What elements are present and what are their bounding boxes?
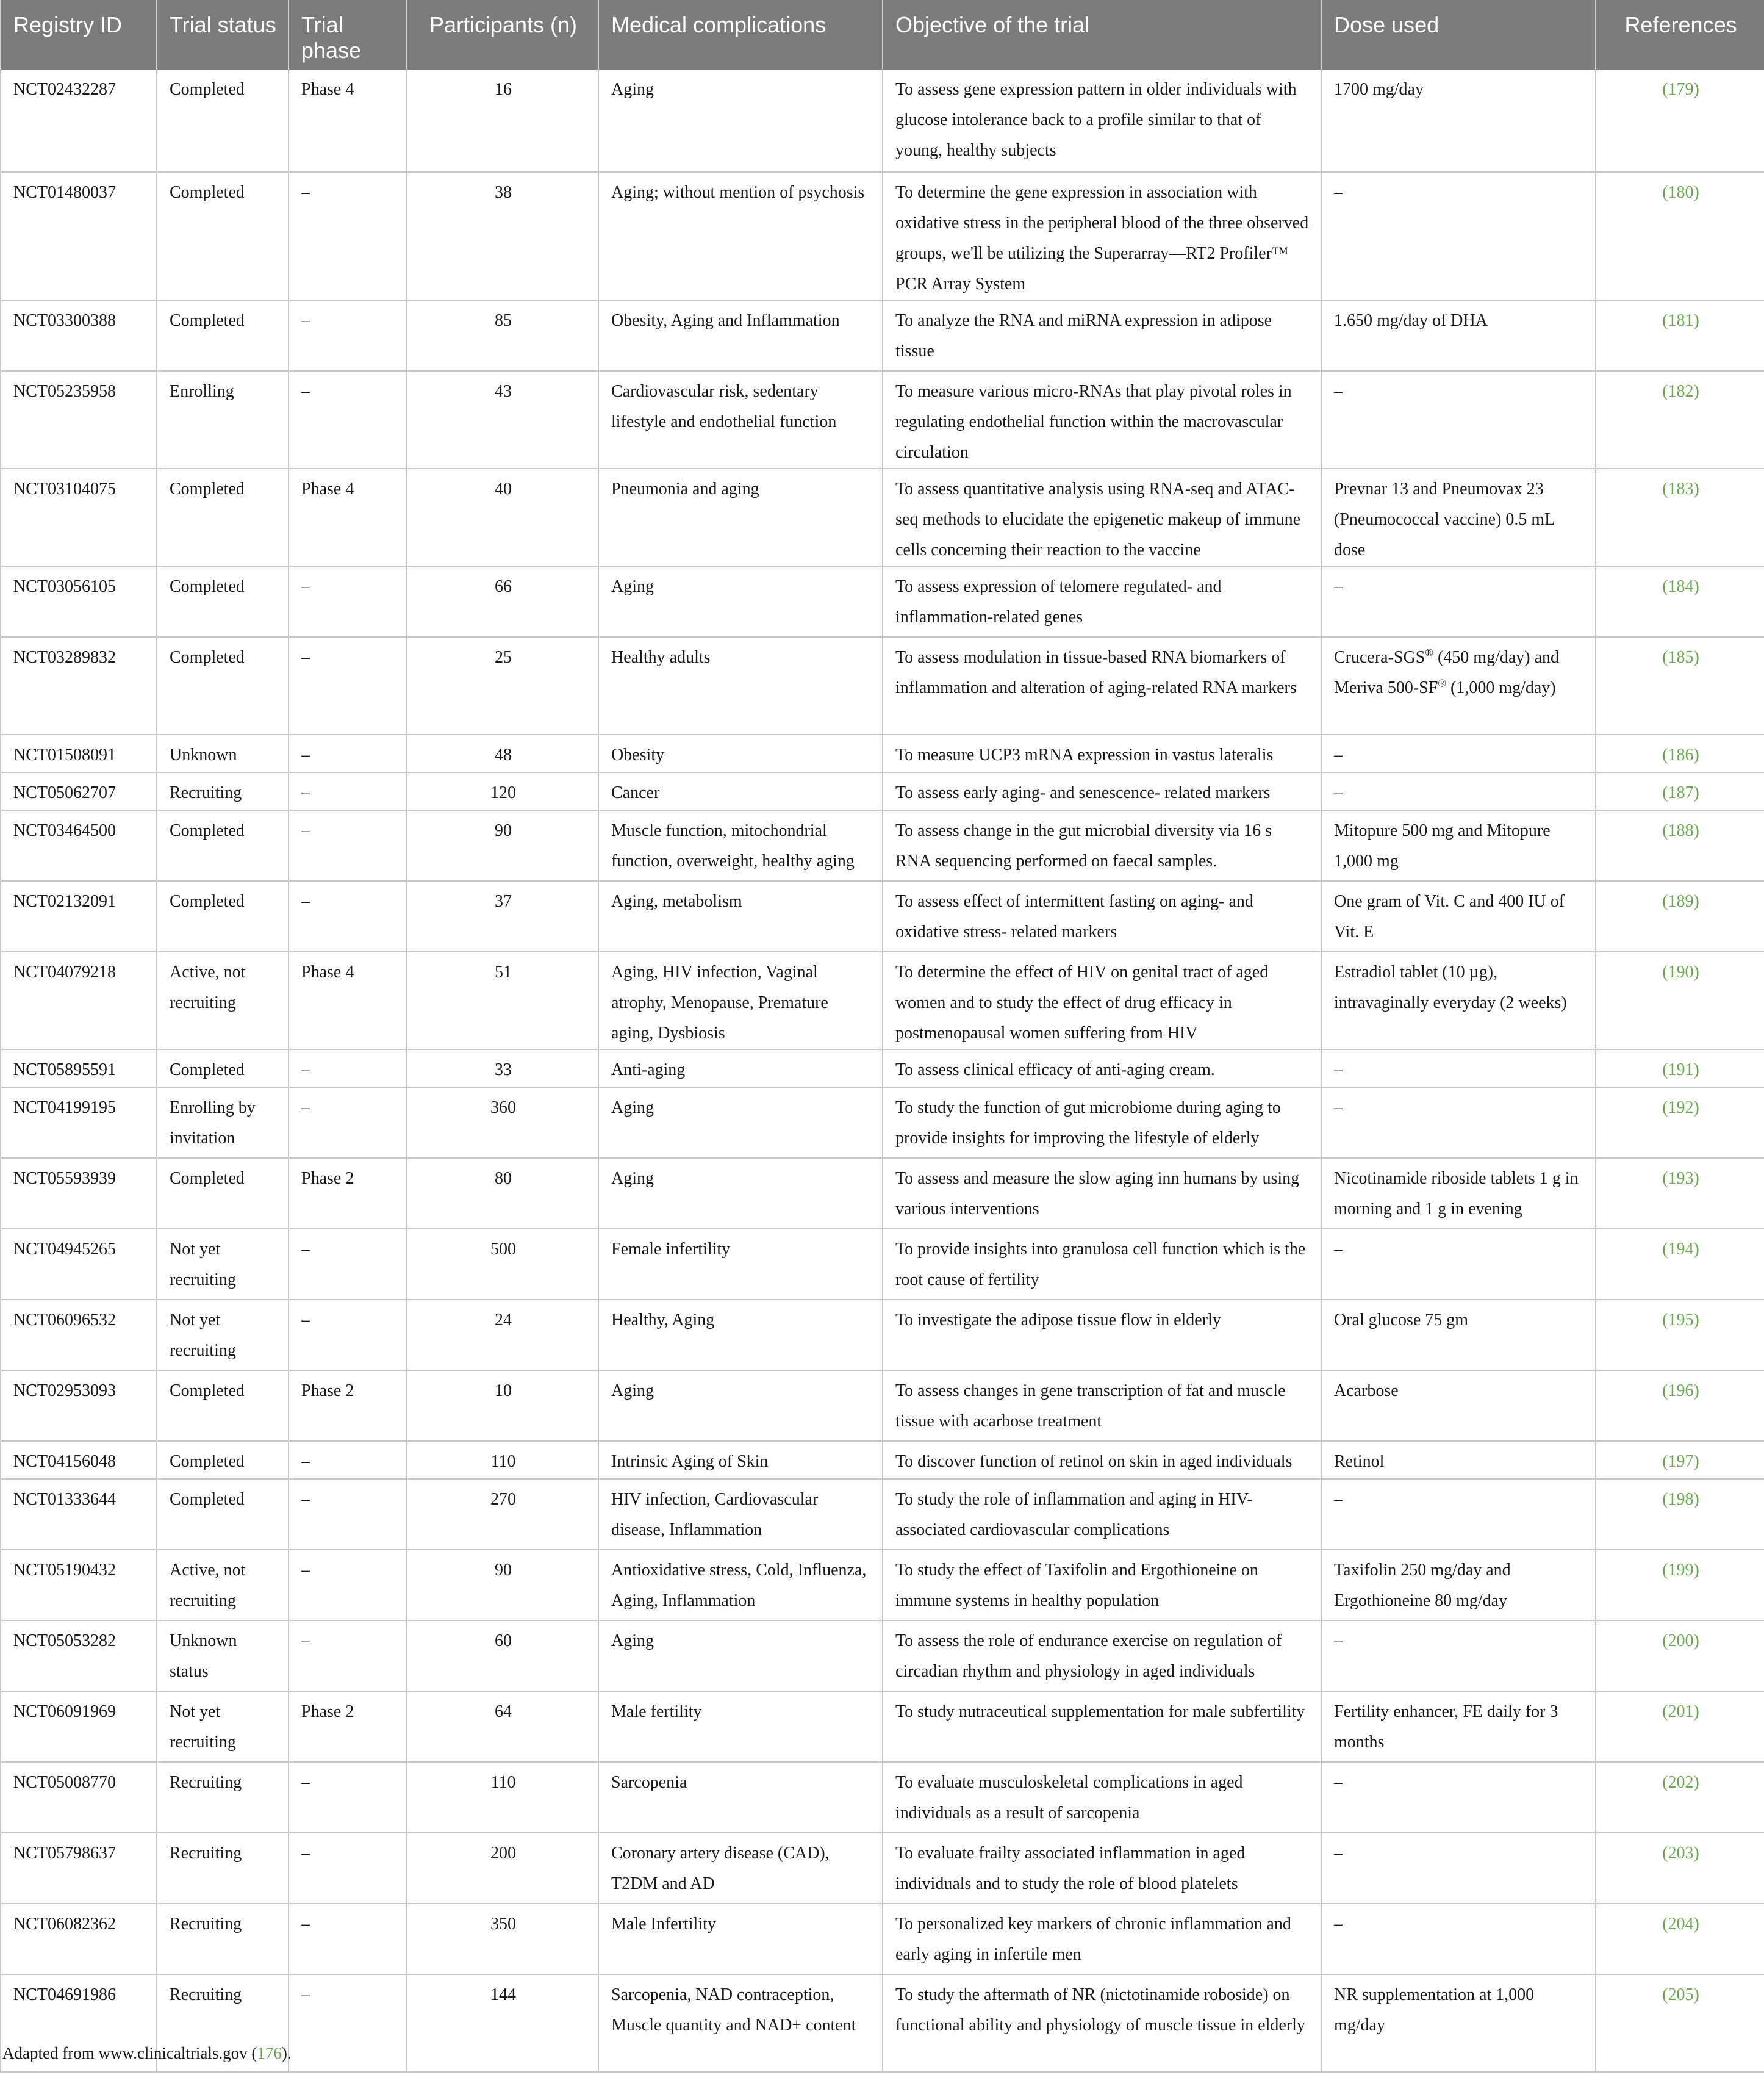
- dose-cell: –: [1321, 1762, 1596, 1833]
- header-trial-status: Trial status: [157, 0, 289, 70]
- reference-cell[interactable]: (191): [1596, 1049, 1764, 1087]
- trial-phase-cell: –: [289, 371, 407, 469]
- objective-cell: To study the role of inflammation and aging in HIV-associated cardiovascular complications: [883, 1479, 1321, 1550]
- registry-id-cell: NCT05235958: [1, 371, 157, 469]
- header-objective: Objective of the trial: [883, 0, 1321, 70]
- table-row: [1, 1300, 1764, 1370]
- dose-cell: –: [1321, 371, 1596, 469]
- table-row: [1, 1087, 1764, 1158]
- dose-cell: –: [1321, 1904, 1596, 1974]
- medical-complications-cell: Coronary artery disease (CAD), T2DM and AD: [598, 1833, 883, 1904]
- objective-cell: To assess change in the gut microbial diversity via 16 s RNA sequencing performed on faecal samples.: [883, 810, 1321, 881]
- dose-cell: –: [1321, 1833, 1596, 1904]
- objective-cell: To measure UCP3 mRNA expression in vastus lateralis: [883, 735, 1321, 772]
- footnote-citation-link[interactable]: 176: [257, 2044, 282, 2062]
- participants-cell: 270: [407, 1479, 598, 1550]
- participants-cell: 16: [407, 70, 598, 172]
- participants-cell: 120: [407, 772, 598, 810]
- trial-phase-cell: –: [289, 1550, 407, 1620]
- medical-complications-cell: Aging; without mention of psychosis: [598, 172, 883, 300]
- participants-cell: 85: [407, 300, 598, 371]
- trial-phase-cell: Phase 4: [289, 469, 407, 566]
- table-row: [1, 469, 1764, 566]
- reference-cell[interactable]: (204): [1596, 1904, 1764, 1974]
- registry-id-cell: NCT03056105: [1, 566, 157, 637]
- trial-phase-cell: –: [289, 1479, 407, 1550]
- trial-status-cell: Completed: [157, 1479, 289, 1550]
- objective-cell: To analyze the RNA and miRNA expression in adipose tissue: [883, 300, 1321, 371]
- table-row: [1, 371, 1764, 469]
- reference-cell[interactable]: (185): [1596, 637, 1764, 735]
- trial-status-cell: Recruiting: [157, 1904, 289, 1974]
- trial-status-cell: Enrolling: [157, 371, 289, 469]
- participants-cell: 350: [407, 1904, 598, 1974]
- trial-status-cell: Completed: [157, 1158, 289, 1229]
- objective-cell: To determine the gene expression in association with oxidative stress in the peripheral blood of the three observed groups, we'll be utilizing the Superarray—RT2 Profiler™ PCR Array System: [883, 172, 1321, 300]
- table-row: [1, 1158, 1764, 1229]
- reference-cell[interactable]: (183): [1596, 469, 1764, 566]
- trial-status-cell: Unknown: [157, 735, 289, 772]
- objective-cell: To study the function of gut microbiome during aging to provide insights for improving the lifestyle of elderly: [883, 1087, 1321, 1158]
- medical-complications-cell: Cancer: [598, 772, 883, 810]
- trial-status-cell: Recruiting: [157, 772, 289, 810]
- objective-cell: To assess changes in gene transcription of fat and muscle tissue with acarbose treatment: [883, 1370, 1321, 1441]
- reference-cell[interactable]: (189): [1596, 881, 1764, 952]
- participants-cell: 60: [407, 1620, 598, 1691]
- registry-id-cell: NCT05062707: [1, 772, 157, 810]
- header-participants: Participants (n): [407, 0, 598, 70]
- dose-cell: 1700 mg/day: [1321, 70, 1596, 172]
- medical-complications-cell: Aging: [598, 1370, 883, 1441]
- registry-id-cell: NCT04156048: [1, 1441, 157, 1479]
- registry-id-cell: NCT04199195: [1, 1087, 157, 1158]
- header-row: [1, 0, 1764, 70]
- header-medical-complications: Medical complications: [598, 0, 883, 70]
- trial-status-cell: Enrolling by invitation: [157, 1087, 289, 1158]
- objective-cell: To study the aftermath of NR (nictotinamide roboside) on functional ability and physiology of muscle tissue in elderly: [883, 1974, 1321, 2072]
- medical-complications-cell: HIV infection, Cardiovascular disease, Inflammation: [598, 1479, 883, 1550]
- objective-cell: To discover function of retinol on skin in aged individuals: [883, 1441, 1321, 1479]
- trial-phase-cell: –: [289, 566, 407, 637]
- medical-complications-cell: Aging: [598, 566, 883, 637]
- participants-cell: 144: [407, 1974, 598, 2072]
- registry-id-cell: NCT05593939: [1, 1158, 157, 1229]
- reference-cell[interactable]: (205): [1596, 1974, 1764, 2072]
- dose-cell: Acarbose: [1321, 1370, 1596, 1441]
- participants-cell: 110: [407, 1441, 598, 1479]
- objective-cell: To assess early aging- and senescence- related markers: [883, 772, 1321, 810]
- trial-phase-cell: Phase 2: [289, 1158, 407, 1229]
- dose-cell: –: [1321, 772, 1596, 810]
- dose-cell: –: [1321, 1620, 1596, 1691]
- trial-phase-cell: Phase 2: [289, 1691, 407, 1762]
- trial-phase-cell: –: [289, 1904, 407, 1974]
- trial-status-cell: Completed: [157, 1441, 289, 1479]
- trial-status-cell: Completed: [157, 810, 289, 881]
- medical-complications-cell: Sarcopenia: [598, 1762, 883, 1833]
- objective-cell: To assess clinical efficacy of anti-aging cream.: [883, 1049, 1321, 1087]
- table-row: [1, 1550, 1764, 1620]
- table-row: [1, 1620, 1764, 1691]
- dose-cell: –: [1321, 1087, 1596, 1158]
- trial-status-cell: Not yet recruiting: [157, 1300, 289, 1370]
- participants-cell: 500: [407, 1229, 598, 1300]
- trial-status-cell: Completed: [157, 1370, 289, 1441]
- trial-status-cell: Completed: [157, 881, 289, 952]
- registry-id-cell: NCT05798637: [1, 1833, 157, 1904]
- trial-phase-cell: –: [289, 1620, 407, 1691]
- participants-cell: 110: [407, 1762, 598, 1833]
- reference-cell[interactable]: (202): [1596, 1762, 1764, 1833]
- table-footnote: [2, 2044, 292, 2063]
- participants-cell: 360: [407, 1087, 598, 1158]
- medical-complications-cell: Obesity: [598, 735, 883, 772]
- participants-cell: 64: [407, 1691, 598, 1762]
- registry-id-cell: NCT05053282: [1, 1620, 157, 1691]
- trial-status-cell: Unknown status: [157, 1620, 289, 1691]
- medical-complications-cell: Antioxidative stress, Cold, Influenza, Aging, Inflammation: [598, 1550, 883, 1620]
- table-row: [1, 172, 1764, 300]
- medical-complications-cell: Aging, HIV infection, Vaginal atrophy, Menopause, Premature aging, Dysbiosis: [598, 952, 883, 1049]
- reference-cell[interactable]: (198): [1596, 1479, 1764, 1550]
- trial-status-cell: Completed: [157, 172, 289, 300]
- registry-id-cell: NCT05895591: [1, 1049, 157, 1087]
- objective-cell: To evaluate musculoskeletal complications in aged individuals as a result of sarcopenia: [883, 1762, 1321, 1833]
- reference-cell[interactable]: (192): [1596, 1087, 1764, 1158]
- medical-complications-cell: Intrinsic Aging of Skin: [598, 1441, 883, 1479]
- objective-cell: To determine the effect of HIV on genital tract of aged women and to study the effect of drug efficacy in postmenopausal women suffering from HIV: [883, 952, 1321, 1049]
- dose-cell: –: [1321, 566, 1596, 637]
- table-row: [1, 566, 1764, 637]
- trial-phase-cell: –: [289, 637, 407, 735]
- table-row: [1, 952, 1764, 1049]
- registry-id-cell: NCT06091969: [1, 1691, 157, 1762]
- trial-phase-cell: –: [289, 810, 407, 881]
- trial-status-cell: Completed: [157, 637, 289, 735]
- dose-cell: One gram of Vit. C and 400 IU of Vit. E: [1321, 881, 1596, 952]
- objective-cell: To personalized key markers of chronic inflammation and early aging in infertile men: [883, 1904, 1321, 1974]
- trial-phase-cell: Phase 4: [289, 952, 407, 1049]
- reference-cell[interactable]: (180): [1596, 172, 1764, 300]
- dose-cell: Taxifolin 250 mg/day and Ergothioneine 80 mg/day: [1321, 1550, 1596, 1620]
- trial-phase-cell: –: [289, 1974, 407, 2072]
- objective-cell: To assess modulation in tissue-based RNA biomarkers of inflammation and alteration of aging-related RNA markers: [883, 637, 1321, 735]
- registry-id-cell: NCT02132091: [1, 881, 157, 952]
- table-row: [1, 1370, 1764, 1441]
- dose-cell: Oral glucose 75 gm: [1321, 1300, 1596, 1370]
- reference-cell[interactable]: (200): [1596, 1620, 1764, 1691]
- trial-phase-cell: –: [289, 735, 407, 772]
- dose-cell: Prevnar 13 and Pneumovax 23 (Pneumococcal vaccine) 0.5 mL dose: [1321, 469, 1596, 566]
- trial-phase-cell: –: [289, 772, 407, 810]
- dose-cell: NR supplementation at 1,000 mg/day: [1321, 1974, 1596, 2072]
- trial-status-cell: Not yet recruiting: [157, 1691, 289, 1762]
- dose-cell: Retinol: [1321, 1441, 1596, 1479]
- reference-cell[interactable]: (196): [1596, 1370, 1764, 1441]
- participants-cell: 25: [407, 637, 598, 735]
- reference-cell[interactable]: (199): [1596, 1550, 1764, 1620]
- trial-phase-cell: –: [289, 1087, 407, 1158]
- trial-status-cell: Completed: [157, 1049, 289, 1087]
- objective-cell: To assess and measure the slow aging inn humans by using various interventions: [883, 1158, 1321, 1229]
- trial-phase-cell: Phase 4: [289, 70, 407, 172]
- medical-complications-cell: Aging: [598, 1620, 883, 1691]
- registry-id-cell: NCT06096532: [1, 1300, 157, 1370]
- reference-cell[interactable]: (201): [1596, 1691, 1764, 1762]
- table-row: [1, 1833, 1764, 1904]
- registry-id-cell: NCT04691986: [1, 1974, 157, 2072]
- reference-cell[interactable]: (184): [1596, 566, 1764, 637]
- registry-id-cell: NCT04079218: [1, 952, 157, 1049]
- participants-cell: 200: [407, 1833, 598, 1904]
- dose-cell: –: [1321, 172, 1596, 300]
- registry-id-cell: NCT03289832: [1, 637, 157, 735]
- table-row: [1, 735, 1764, 772]
- trial-phase-cell: –: [289, 1833, 407, 1904]
- registry-id-cell: NCT01480037: [1, 172, 157, 300]
- table-row: [1, 300, 1764, 371]
- table-row: [1, 1691, 1764, 1762]
- medical-complications-cell: Pneumonia and aging: [598, 469, 883, 566]
- dose-cell: Fertility enhancer, FE daily for 3 months: [1321, 1691, 1596, 1762]
- trial-status-cell: Active, not recruiting: [157, 1550, 289, 1620]
- table-row: [1, 1441, 1764, 1479]
- medical-complications-cell: Aging: [598, 70, 883, 172]
- footnote-close: ).: [281, 2044, 292, 2062]
- table-row: [1, 1049, 1764, 1087]
- participants-cell: 38: [407, 172, 598, 300]
- participants-cell: 24: [407, 1300, 598, 1370]
- trial-status-cell: Completed: [157, 566, 289, 637]
- reference-cell[interactable]: (187): [1596, 772, 1764, 810]
- trial-status-cell: Completed: [157, 70, 289, 172]
- medical-complications-cell: Muscle function, mitochondrial function, overweight, healthy aging: [598, 810, 883, 881]
- table-row: [1, 637, 1764, 735]
- medical-complications-cell: Male Infertility: [598, 1904, 883, 1974]
- dose-cell: –: [1321, 1229, 1596, 1300]
- participants-cell: 48: [407, 735, 598, 772]
- participants-cell: 90: [407, 810, 598, 881]
- footnote-text: Adapted from www.clinicaltrials.gov (: [2, 2044, 257, 2062]
- header-references: References: [1596, 0, 1764, 70]
- reference-cell[interactable]: (194): [1596, 1229, 1764, 1300]
- table-row: [1, 810, 1764, 881]
- participants-cell: 51: [407, 952, 598, 1049]
- dose-cell: –: [1321, 1049, 1596, 1087]
- participants-cell: 37: [407, 881, 598, 952]
- registry-id-cell: NCT02953093: [1, 1370, 157, 1441]
- medical-complications-cell: Anti-aging: [598, 1049, 883, 1087]
- participants-cell: 10: [407, 1370, 598, 1441]
- medical-complications-cell: Healthy adults: [598, 637, 883, 735]
- registry-id-cell: NCT06082362: [1, 1904, 157, 1974]
- objective-cell: To investigate the adipose tissue flow in elderly: [883, 1300, 1321, 1370]
- dose-cell: 1.650 mg/day of DHA: [1321, 300, 1596, 371]
- reference-cell[interactable]: (188): [1596, 810, 1764, 881]
- objective-cell: To assess effect of intermittent fasting on aging- and oxidative stress- related markers: [883, 881, 1321, 952]
- header-registry-id: Registry ID: [1, 0, 157, 70]
- trial-status-cell: Recruiting: [157, 1762, 289, 1833]
- reference-cell[interactable]: (203): [1596, 1833, 1764, 1904]
- reference-cell[interactable]: (179): [1596, 70, 1764, 172]
- dose-cell: Nicotinamide riboside tablets 1 g in morning and 1 g in evening: [1321, 1158, 1596, 1229]
- registry-id-cell: NCT03464500: [1, 810, 157, 881]
- table-row: [1, 772, 1764, 810]
- objective-cell: To provide insights into granulosa cell function which is the root cause of fertility: [883, 1229, 1321, 1300]
- trial-phase-cell: –: [289, 1229, 407, 1300]
- trial-phase-cell: –: [289, 1049, 407, 1087]
- participants-cell: 43: [407, 371, 598, 469]
- trial-status-cell: Completed: [157, 300, 289, 371]
- table-row: [1, 1479, 1764, 1550]
- medical-complications-cell: Sarcopenia, NAD contraception, Muscle quantity and NAD+ content: [598, 1974, 883, 2072]
- registry-id-cell: NCT01508091: [1, 735, 157, 772]
- reference-cell[interactable]: (181): [1596, 300, 1764, 371]
- trial-status-cell: Recruiting: [157, 1833, 289, 1904]
- registry-id-cell: NCT01333644: [1, 1479, 157, 1550]
- trial-phase-cell: –: [289, 881, 407, 952]
- reference-cell[interactable]: (186): [1596, 735, 1764, 772]
- dose-cell: Crucera-SGS® (450 mg/day) and Meriva 500-SF® (1,000 mg/day): [1321, 637, 1596, 735]
- participants-cell: 90: [407, 1550, 598, 1620]
- registry-id-cell: NCT04945265: [1, 1229, 157, 1300]
- objective-cell: To assess expression of telomere regulated- and inflammation-related genes: [883, 566, 1321, 637]
- objective-cell: To assess gene expression pattern in older individuals with glucose intolerance back to a profile similar to that of young, healthy subjects: [883, 70, 1321, 172]
- trial-status-cell: Not yet recruiting: [157, 1229, 289, 1300]
- participants-cell: 80: [407, 1158, 598, 1229]
- medical-complications-cell: Healthy, Aging: [598, 1300, 883, 1370]
- medical-complications-cell: Male fertility: [598, 1691, 883, 1762]
- participants-cell: 40: [407, 469, 598, 566]
- reference-cell[interactable]: (182): [1596, 371, 1764, 469]
- dose-cell: Estradiol tablet (10 µg), intravaginally everyday (2 weeks): [1321, 952, 1596, 1049]
- trial-status-cell: Active, not recruiting: [157, 952, 289, 1049]
- table-row: [1, 1229, 1764, 1300]
- objective-cell: To evaluate frailty associated inflammation in aged individuals and to study the role of blood platelets: [883, 1833, 1321, 1904]
- table-row: [1, 881, 1764, 952]
- participants-cell: 33: [407, 1049, 598, 1087]
- reference-cell[interactable]: (195): [1596, 1300, 1764, 1370]
- registry-id-cell: NCT02432287: [1, 70, 157, 172]
- trial-status-cell: Completed: [157, 469, 289, 566]
- medical-complications-cell: Female infertility: [598, 1229, 883, 1300]
- table-row: [1, 1762, 1764, 1833]
- trial-phase-cell: –: [289, 1300, 407, 1370]
- registry-id-cell: NCT03104075: [1, 469, 157, 566]
- reference-cell[interactable]: (190): [1596, 952, 1764, 1049]
- objective-cell: To assess the role of endurance exercise on regulation of circadian rhythm and physiology in aged individuals: [883, 1620, 1321, 1691]
- table-row: [1, 1904, 1764, 1974]
- medical-complications-cell: Aging, metabolism: [598, 881, 883, 952]
- header-dose: Dose used: [1321, 0, 1596, 70]
- medical-complications-cell: Aging: [598, 1087, 883, 1158]
- dose-cell: Mitopure 500 mg and Mitopure 1,000 mg: [1321, 810, 1596, 881]
- header-trial-phase: Trial phase: [289, 0, 407, 70]
- objective-cell: To study the effect of Taxifolin and Ergothioneine on immune systems in healthy population: [883, 1550, 1321, 1620]
- trial-phase-cell: –: [289, 1762, 407, 1833]
- trial-phase-cell: –: [289, 172, 407, 300]
- registry-id-cell: NCT05190432: [1, 1550, 157, 1620]
- dose-cell: –: [1321, 735, 1596, 772]
- objective-cell: To assess quantitative analysis using RNA-seq and ATAC-seq methods to elucidate the epigenetic makeup of immune cells concerning their reaction to the vaccine: [883, 469, 1321, 566]
- registry-id-cell: NCT03300388: [1, 300, 157, 371]
- objective-cell: To measure various micro-RNAs that play pivotal roles in regulating endothelial function within the macrovascular circulation: [883, 371, 1321, 469]
- objective-cell: To study nutraceutical supplementation for male subfertility: [883, 1691, 1321, 1762]
- table-row: [1, 70, 1764, 172]
- trial-phase-cell: –: [289, 1441, 407, 1479]
- medical-complications-cell: Cardiovascular risk, sedentary lifestyle and endothelial function: [598, 371, 883, 469]
- dose-cell: –: [1321, 1479, 1596, 1550]
- registry-id-cell: NCT05008770: [1, 1762, 157, 1833]
- trial-phase-cell: –: [289, 300, 407, 371]
- trial-phase-cell: Phase 2: [289, 1370, 407, 1441]
- participants-cell: 66: [407, 566, 598, 637]
- medical-complications-cell: Obesity, Aging and Inflammation: [598, 300, 883, 371]
- reference-cell[interactable]: (197): [1596, 1441, 1764, 1479]
- trial-status-cell: Recruiting: [157, 1974, 289, 2072]
- reference-cell[interactable]: (193): [1596, 1158, 1764, 1229]
- medical-complications-cell: Aging: [598, 1158, 883, 1229]
